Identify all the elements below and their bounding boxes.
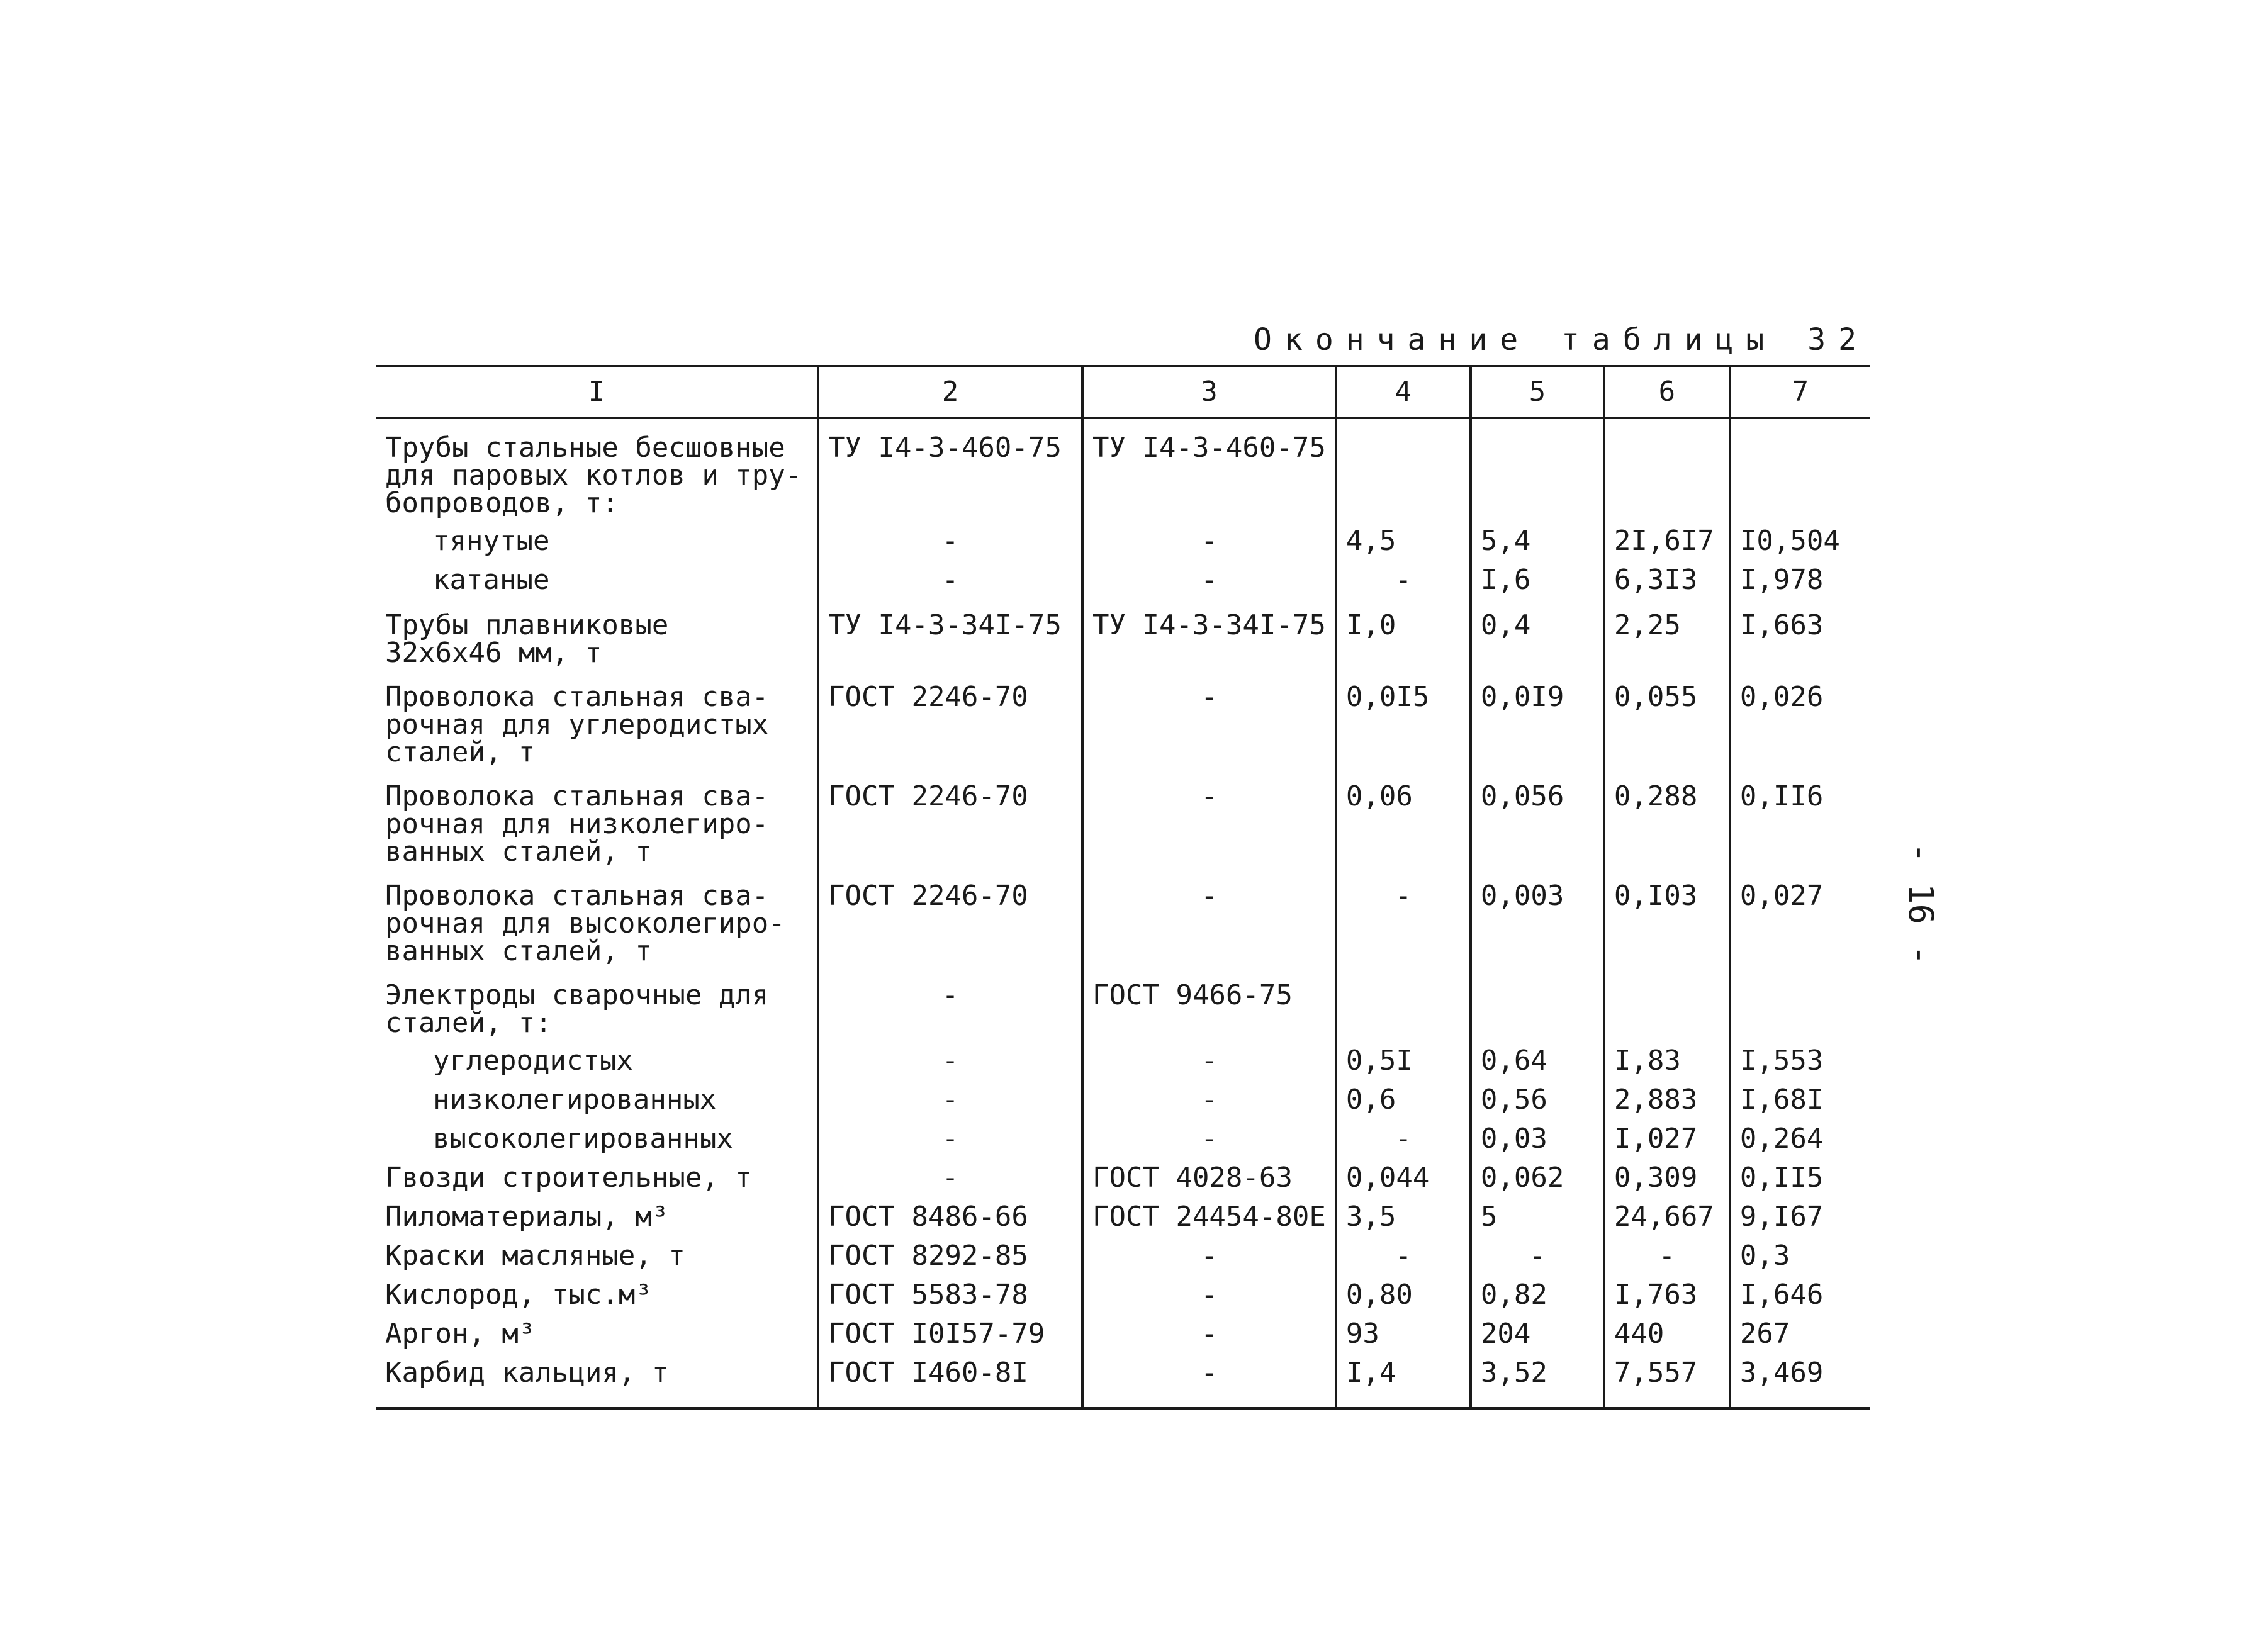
quantity-cell: 24,667 bbox=[1604, 1203, 1730, 1242]
quantity-cell: - bbox=[1471, 1242, 1604, 1281]
quantity-cell: 267 bbox=[1730, 1320, 1870, 1359]
quantity-cell: 0,03 bbox=[1471, 1125, 1604, 1164]
quantity-cell: 0,264 bbox=[1730, 1125, 1870, 1164]
material-name-cell: Пиломатериалы, м³ bbox=[385, 1201, 669, 1233]
table-row bbox=[376, 605, 1870, 677]
material-name-cell: Проволока стальная сва- рочная для углеродистых сталей, т bbox=[385, 681, 769, 768]
quantity-cell: 5,4 bbox=[1471, 527, 1604, 566]
quantity-cell: I,0 bbox=[1336, 605, 1471, 677]
table-row bbox=[376, 1164, 1870, 1203]
quantity-cell: - bbox=[1336, 566, 1471, 605]
quantity-cell bbox=[1471, 418, 1604, 527]
table-body bbox=[376, 418, 1870, 1409]
standard-alt-cell: - bbox=[1082, 1320, 1336, 1359]
quantity-cell: I,646 bbox=[1730, 1281, 1870, 1320]
quantity-cell: 6,3I3 bbox=[1604, 566, 1730, 605]
quantity-cell: 0,0I5 bbox=[1336, 677, 1471, 777]
standard-alt-cell: ГОСТ 9466-75 bbox=[1082, 975, 1336, 1047]
quantity-cell: 0,056 bbox=[1471, 777, 1604, 876]
table-row bbox=[376, 1359, 1870, 1409]
quantity-cell: 0,6 bbox=[1336, 1086, 1471, 1125]
standard-alt-cell: - bbox=[1082, 1281, 1336, 1320]
quantity-cell bbox=[1730, 418, 1870, 527]
standard-cell: - bbox=[818, 1047, 1082, 1086]
quantity-cell: 3,469 bbox=[1730, 1359, 1870, 1409]
quantity-cell: 0,80 bbox=[1336, 1281, 1471, 1320]
quantity-cell: 7,557 bbox=[1604, 1359, 1730, 1409]
standard-cell: ГОСТ 8486-66 bbox=[818, 1203, 1082, 1242]
table-row bbox=[376, 1086, 1870, 1125]
material-name-cell: Краски масляные, т bbox=[385, 1240, 685, 1272]
quantity-cell: 0,II5 bbox=[1730, 1164, 1870, 1203]
quantity-cell: 0,044 bbox=[1336, 1164, 1471, 1203]
quantity-cell bbox=[1336, 418, 1471, 527]
standard-cell: ГОСТ 2246-70 bbox=[818, 876, 1082, 975]
table-caption: Окончание таблицы 32 bbox=[1254, 322, 1869, 357]
quantity-cell: I,6 bbox=[1471, 566, 1604, 605]
standard-cell: ГОСТ 5583-78 bbox=[818, 1281, 1082, 1320]
quantity-cell: 0,3 bbox=[1730, 1242, 1870, 1281]
quantity-cell: 0,062 bbox=[1471, 1164, 1604, 1203]
standard-alt-cell: ГОСТ 4028-63 bbox=[1082, 1164, 1336, 1203]
column-header: 2 bbox=[818, 366, 1082, 418]
table-row bbox=[376, 1047, 1870, 1086]
material-name-cell: Трубы плавниковые 32х6х46 мм, т bbox=[385, 609, 669, 669]
standard-cell: ГОСТ 8292-85 bbox=[818, 1242, 1082, 1281]
quantity-cell: I,68I bbox=[1730, 1086, 1870, 1125]
quantity-cell: I,663 bbox=[1730, 605, 1870, 677]
table-row bbox=[376, 876, 1870, 975]
standard-alt-cell: ГОСТ 24454-80Е bbox=[1082, 1203, 1336, 1242]
standard-alt-cell: - bbox=[1082, 876, 1336, 975]
materials-table bbox=[376, 365, 1870, 1410]
material-name-cell: Гвозди строительные, т bbox=[385, 1162, 752, 1194]
standard-cell: - bbox=[818, 1164, 1082, 1203]
quantity-cell: 0,0I9 bbox=[1471, 677, 1604, 777]
material-name-cell: Проволока стальная сва- рочная для низколегиро- ванных сталей, т bbox=[385, 780, 769, 868]
quantity-cell: 4,5 bbox=[1336, 527, 1471, 566]
quantity-cell: 2,25 bbox=[1604, 605, 1730, 677]
quantity-cell: 5 bbox=[1471, 1203, 1604, 1242]
quantity-cell: 0,055 bbox=[1604, 677, 1730, 777]
column-header: 7 bbox=[1730, 366, 1870, 418]
material-name-cell: тянутые bbox=[433, 525, 550, 557]
quantity-cell bbox=[1604, 418, 1730, 527]
quantity-cell bbox=[1604, 975, 1730, 1047]
quantity-cell: I,83 bbox=[1604, 1047, 1730, 1086]
table-row bbox=[376, 1242, 1870, 1281]
table-row bbox=[376, 1320, 1870, 1359]
quantity-cell: 2I,6I7 bbox=[1604, 527, 1730, 566]
standard-alt-cell: - bbox=[1082, 527, 1336, 566]
quantity-cell: 3,5 bbox=[1336, 1203, 1471, 1242]
table-row bbox=[376, 677, 1870, 777]
quantity-cell: 0,I03 bbox=[1604, 876, 1730, 975]
standard-cell: ГОСТ I0I57-79 bbox=[818, 1320, 1082, 1359]
material-name-cell: углеродистых bbox=[433, 1045, 633, 1077]
table-row bbox=[376, 777, 1870, 876]
material-name-cell: Трубы стальные бесшовные для паровых котлов и тру- бопроводов, т: bbox=[385, 432, 802, 519]
standard-alt-cell: - bbox=[1082, 777, 1336, 876]
material-name-cell: Карбид кальция, т bbox=[376, 1359, 818, 1409]
standard-cell: - bbox=[818, 566, 1082, 605]
quantity-cell: I0,504 bbox=[1730, 527, 1870, 566]
quantity-cell: 9,I67 bbox=[1730, 1203, 1870, 1242]
quantity-cell: - bbox=[1336, 1242, 1471, 1281]
quantity-cell: 0,82 bbox=[1471, 1281, 1604, 1320]
column-header: I bbox=[376, 366, 818, 418]
quantity-cell: 0,027 bbox=[1730, 876, 1870, 975]
quantity-cell: 0,64 bbox=[1471, 1047, 1604, 1086]
column-header: 6 bbox=[1604, 366, 1730, 418]
standard-cell: - bbox=[818, 527, 1082, 566]
standard-cell: ТУ I4-3-34I-75 bbox=[818, 605, 1082, 677]
quantity-cell: 0,06 bbox=[1336, 777, 1471, 876]
quantity-cell: 0,56 bbox=[1471, 1086, 1604, 1125]
quantity-cell bbox=[1336, 975, 1471, 1047]
table-row bbox=[376, 975, 1870, 1047]
material-name-cell: низколегированных bbox=[433, 1084, 717, 1116]
table-row bbox=[376, 1281, 1870, 1320]
standard-alt-cell: - bbox=[1082, 1359, 1336, 1409]
standard-alt-cell: - bbox=[1082, 1242, 1336, 1281]
material-name-cell: Кислород, тыс.м³ bbox=[385, 1279, 652, 1311]
quantity-cell: 0,4 bbox=[1471, 605, 1604, 677]
quantity-cell: 3,52 bbox=[1471, 1359, 1604, 1409]
standard-cell: ГОСТ 2246-70 bbox=[818, 777, 1082, 876]
standard-alt-cell: ТУ I4-3-34I-75 bbox=[1082, 605, 1336, 677]
standard-alt-cell: - bbox=[1082, 1086, 1336, 1125]
quantity-cell: 440 bbox=[1604, 1320, 1730, 1359]
standard-cell: - bbox=[818, 975, 1082, 1047]
column-header: 3 bbox=[1082, 366, 1336, 418]
quantity-cell bbox=[1730, 975, 1870, 1047]
material-name-cell: высоколегированных bbox=[433, 1123, 733, 1155]
quantity-cell: 0,288 bbox=[1604, 777, 1730, 876]
table-row bbox=[376, 1125, 1870, 1164]
quantity-cell: 0,003 bbox=[1471, 876, 1604, 975]
quantity-cell: 93 bbox=[1336, 1320, 1471, 1359]
standard-alt-cell: - bbox=[1082, 1047, 1336, 1086]
table-row bbox=[376, 566, 1870, 605]
page-number: - 16 - bbox=[1901, 842, 1941, 966]
standard-cell: - bbox=[818, 1125, 1082, 1164]
standard-cell: ТУ I4-3-460-75 bbox=[818, 418, 1082, 527]
column-header: 4 bbox=[1336, 366, 1471, 418]
material-name-cell: Аргон, м³ bbox=[385, 1318, 536, 1350]
standard-alt-cell: - bbox=[1082, 677, 1336, 777]
material-name-cell: катаные bbox=[433, 564, 550, 596]
quantity-cell: I,027 bbox=[1604, 1125, 1730, 1164]
quantity-cell: 0,II6 bbox=[1730, 777, 1870, 876]
quantity-cell: I,4 bbox=[1336, 1359, 1471, 1409]
quantity-cell: 2,883 bbox=[1604, 1086, 1730, 1125]
table-row bbox=[376, 418, 1870, 527]
quantity-cell bbox=[1471, 975, 1604, 1047]
quantity-cell: - bbox=[1336, 876, 1471, 975]
standard-alt-cell: - bbox=[1082, 566, 1336, 605]
standard-cell: ГОСТ 2246-70 bbox=[818, 677, 1082, 777]
quantity-cell: 0,5I bbox=[1336, 1047, 1471, 1086]
table-header-row bbox=[376, 366, 1870, 418]
standard-cell: - bbox=[818, 1086, 1082, 1125]
quantity-cell: 204 bbox=[1471, 1320, 1604, 1359]
quantity-cell: 0,309 bbox=[1604, 1164, 1730, 1203]
quantity-cell: I,763 bbox=[1604, 1281, 1730, 1320]
quantity-cell: I,978 bbox=[1730, 566, 1870, 605]
standard-alt-cell: - bbox=[1082, 1125, 1336, 1164]
table-row bbox=[376, 1203, 1870, 1242]
column-header: 5 bbox=[1471, 366, 1604, 418]
table-row bbox=[376, 527, 1870, 566]
material-name-cell: Электроды сварочные для сталей, т: bbox=[385, 979, 769, 1039]
quantity-cell: - bbox=[1604, 1242, 1730, 1281]
quantity-cell: I,553 bbox=[1730, 1047, 1870, 1086]
quantity-cell: - bbox=[1336, 1125, 1471, 1164]
material-name-cell: Проволока стальная сва- рочная для высоколегиро- ванных сталей, т bbox=[385, 880, 785, 967]
standard-cell: ГОСТ I460-8I bbox=[818, 1359, 1082, 1409]
standard-alt-cell: ТУ I4-3-460-75 bbox=[1082, 418, 1336, 527]
quantity-cell: 0,026 bbox=[1730, 677, 1870, 777]
